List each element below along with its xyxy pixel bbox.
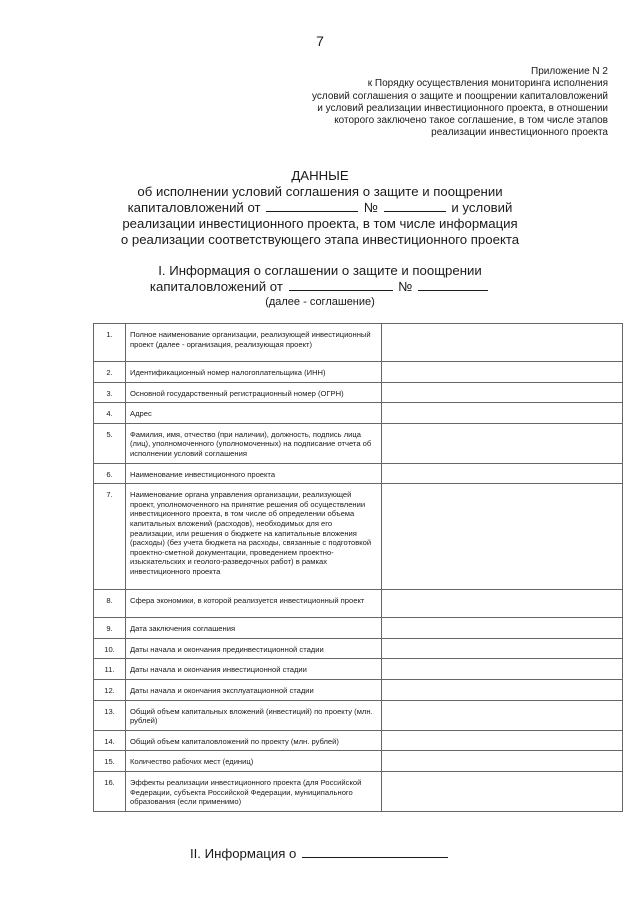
row-value-cell[interactable] <box>382 771 623 811</box>
row-label: Дата заключения соглашения <box>126 618 382 639</box>
row-number: 3. <box>94 382 126 403</box>
row-value-cell[interactable] <box>382 463 623 484</box>
document-title <box>60 168 580 248</box>
table-row <box>94 382 623 403</box>
section-2-heading <box>0 846 640 861</box>
table-row <box>94 679 623 700</box>
appendix-line: к Порядку осуществления мониторинга исполнения <box>367 78 608 90</box>
row-label: Полное наименование организации, реализующей инвестиционный проект (далее - организация, реализующая проект) <box>126 324 382 362</box>
row-value-cell[interactable] <box>382 403 623 424</box>
title-line: реализации инвестиционного проекта, в том числе информация <box>122 216 518 231</box>
section-2-blank-field[interactable] <box>302 847 448 858</box>
section-2-title: II. Информация о <box>189 846 297 861</box>
row-value-cell[interactable] <box>382 324 623 362</box>
table-row <box>94 590 623 618</box>
row-number: 5. <box>94 423 126 463</box>
row-number: 9. <box>94 618 126 639</box>
row-number: 4. <box>94 403 126 424</box>
row-value-cell[interactable] <box>382 730 623 751</box>
row-value-cell[interactable] <box>382 362 623 383</box>
title-text: и условий <box>451 200 513 215</box>
table-row <box>94 324 623 362</box>
appendix-line: и условий реализации инвестиционного проекта, в отношении <box>317 102 608 114</box>
date-blank-field[interactable] <box>289 280 393 291</box>
row-label: Основной государственный регистрационный номер (ОГРН) <box>126 382 382 403</box>
row-label: Общий объем капиталовложений по проекту (млн. рублей) <box>126 730 382 751</box>
number-sign: № <box>398 279 413 294</box>
number-blank-field[interactable] <box>384 201 446 212</box>
row-label: Сфера экономики, в которой реализуется инвестиционный проект <box>126 590 382 618</box>
table-row <box>94 771 623 811</box>
row-value-cell[interactable] <box>382 700 623 730</box>
table-row <box>94 659 623 680</box>
row-number: 11. <box>94 659 126 680</box>
row-label: Даты начала и окончания инвестиционной стадии <box>126 659 382 680</box>
row-label: Даты начала и окончания эксплуатационной стадии <box>126 679 382 700</box>
section-1-heading <box>60 263 580 309</box>
row-label: Эффекты реализации инвестиционного проекта (для Российской Федерации, субъекта Российской Федерации, муниципального образования (если применимо) <box>126 771 382 811</box>
row-label: Идентификационный номер налогоплательщика (ИНН) <box>126 362 382 383</box>
row-label: Общий объем капитальных вложений (инвестиций) по проекту (млн. рублей) <box>126 700 382 730</box>
section-1-title: I. Информация о соглашении о защите и поощрении <box>158 263 482 278</box>
title-line-with-blanks <box>60 200 580 216</box>
row-number: 10. <box>94 638 126 659</box>
table-row <box>94 751 623 772</box>
appendix-header <box>268 66 608 140</box>
row-label: Наименование инвестиционного проекта <box>126 463 382 484</box>
row-number: 16. <box>94 771 126 811</box>
row-number: 2. <box>94 362 126 383</box>
row-value-cell[interactable] <box>382 659 623 680</box>
row-number: 6. <box>94 463 126 484</box>
table-row <box>94 730 623 751</box>
title-line: о реализации соответствующего этапа инвестиционного проекта <box>120 232 520 247</box>
row-label: Фамилия, имя, отчество (при наличии), должность, подпись лица (лиц), уполномоченного (уполномоченных) на подписание отчета об исполнении условий соглашения <box>126 423 382 463</box>
table-row <box>94 423 623 463</box>
row-number: 7. <box>94 484 126 590</box>
table-row <box>94 463 623 484</box>
row-value-cell[interactable] <box>382 638 623 659</box>
row-value-cell[interactable] <box>382 484 623 590</box>
appendix-line: которого заключено такое соглашение, в том числе этапов <box>334 115 608 127</box>
title-line: об исполнении условий соглашения о защите и поощрении <box>137 184 503 199</box>
row-value-cell[interactable] <box>382 423 623 463</box>
row-number: 8. <box>94 590 126 618</box>
row-label: Адрес <box>126 403 382 424</box>
table-row <box>94 484 623 590</box>
row-value-cell[interactable] <box>382 618 623 639</box>
table-row <box>94 618 623 639</box>
appendix-line: Приложение N 2 <box>531 66 608 77</box>
row-value-cell[interactable] <box>382 590 623 618</box>
table-row <box>94 700 623 730</box>
row-number: 15. <box>94 751 126 772</box>
table-row <box>94 362 623 383</box>
section-1-line-with-blanks <box>60 279 580 295</box>
appendix-line: реализации инвестиционного проекта <box>431 127 608 139</box>
page-number: 7 <box>316 33 324 49</box>
agreement-info-table <box>93 323 623 812</box>
table-row <box>94 638 623 659</box>
row-value-cell[interactable] <box>382 679 623 700</box>
row-number: 12. <box>94 679 126 700</box>
row-number: 1. <box>94 324 126 362</box>
row-label: Количество рабочих мест (единиц) <box>126 751 382 772</box>
number-blank-field[interactable] <box>418 280 488 291</box>
date-blank-field[interactable] <box>266 201 358 212</box>
row-value-cell[interactable] <box>382 382 623 403</box>
row-value-cell[interactable] <box>382 751 623 772</box>
row-label: Даты начала и окончания прединвестиционной стадии <box>126 638 382 659</box>
appendix-line: условий соглашения о защите и поощрении капиталовложений <box>312 90 608 102</box>
section-1-note: (далее - соглашение) <box>265 296 375 308</box>
number-sign: № <box>363 200 379 215</box>
row-label: Наименование органа управления организации, реализующей проект, уполномоченного на принятие решения об осуществлении инвестиционного проекта, в том числе об определении объема капитальных вложений (расходов), необходимых для его реализации, или решения о бюджете на капитальные вложения (расходы) (без учета бюджета на расходы, связанные с подготовкой проектно-сметной документации, проведением проектно-изыскательских и геолого-разведочных работ) в рамках инвестиционного проекта <box>126 484 382 590</box>
title-line: ДАННЫЕ <box>291 168 349 183</box>
section-1-text: капиталовложений от <box>149 279 283 294</box>
row-number: 14. <box>94 730 126 751</box>
row-number: 13. <box>94 700 126 730</box>
title-text: капиталовложений от <box>127 200 261 215</box>
table-row <box>94 403 623 424</box>
